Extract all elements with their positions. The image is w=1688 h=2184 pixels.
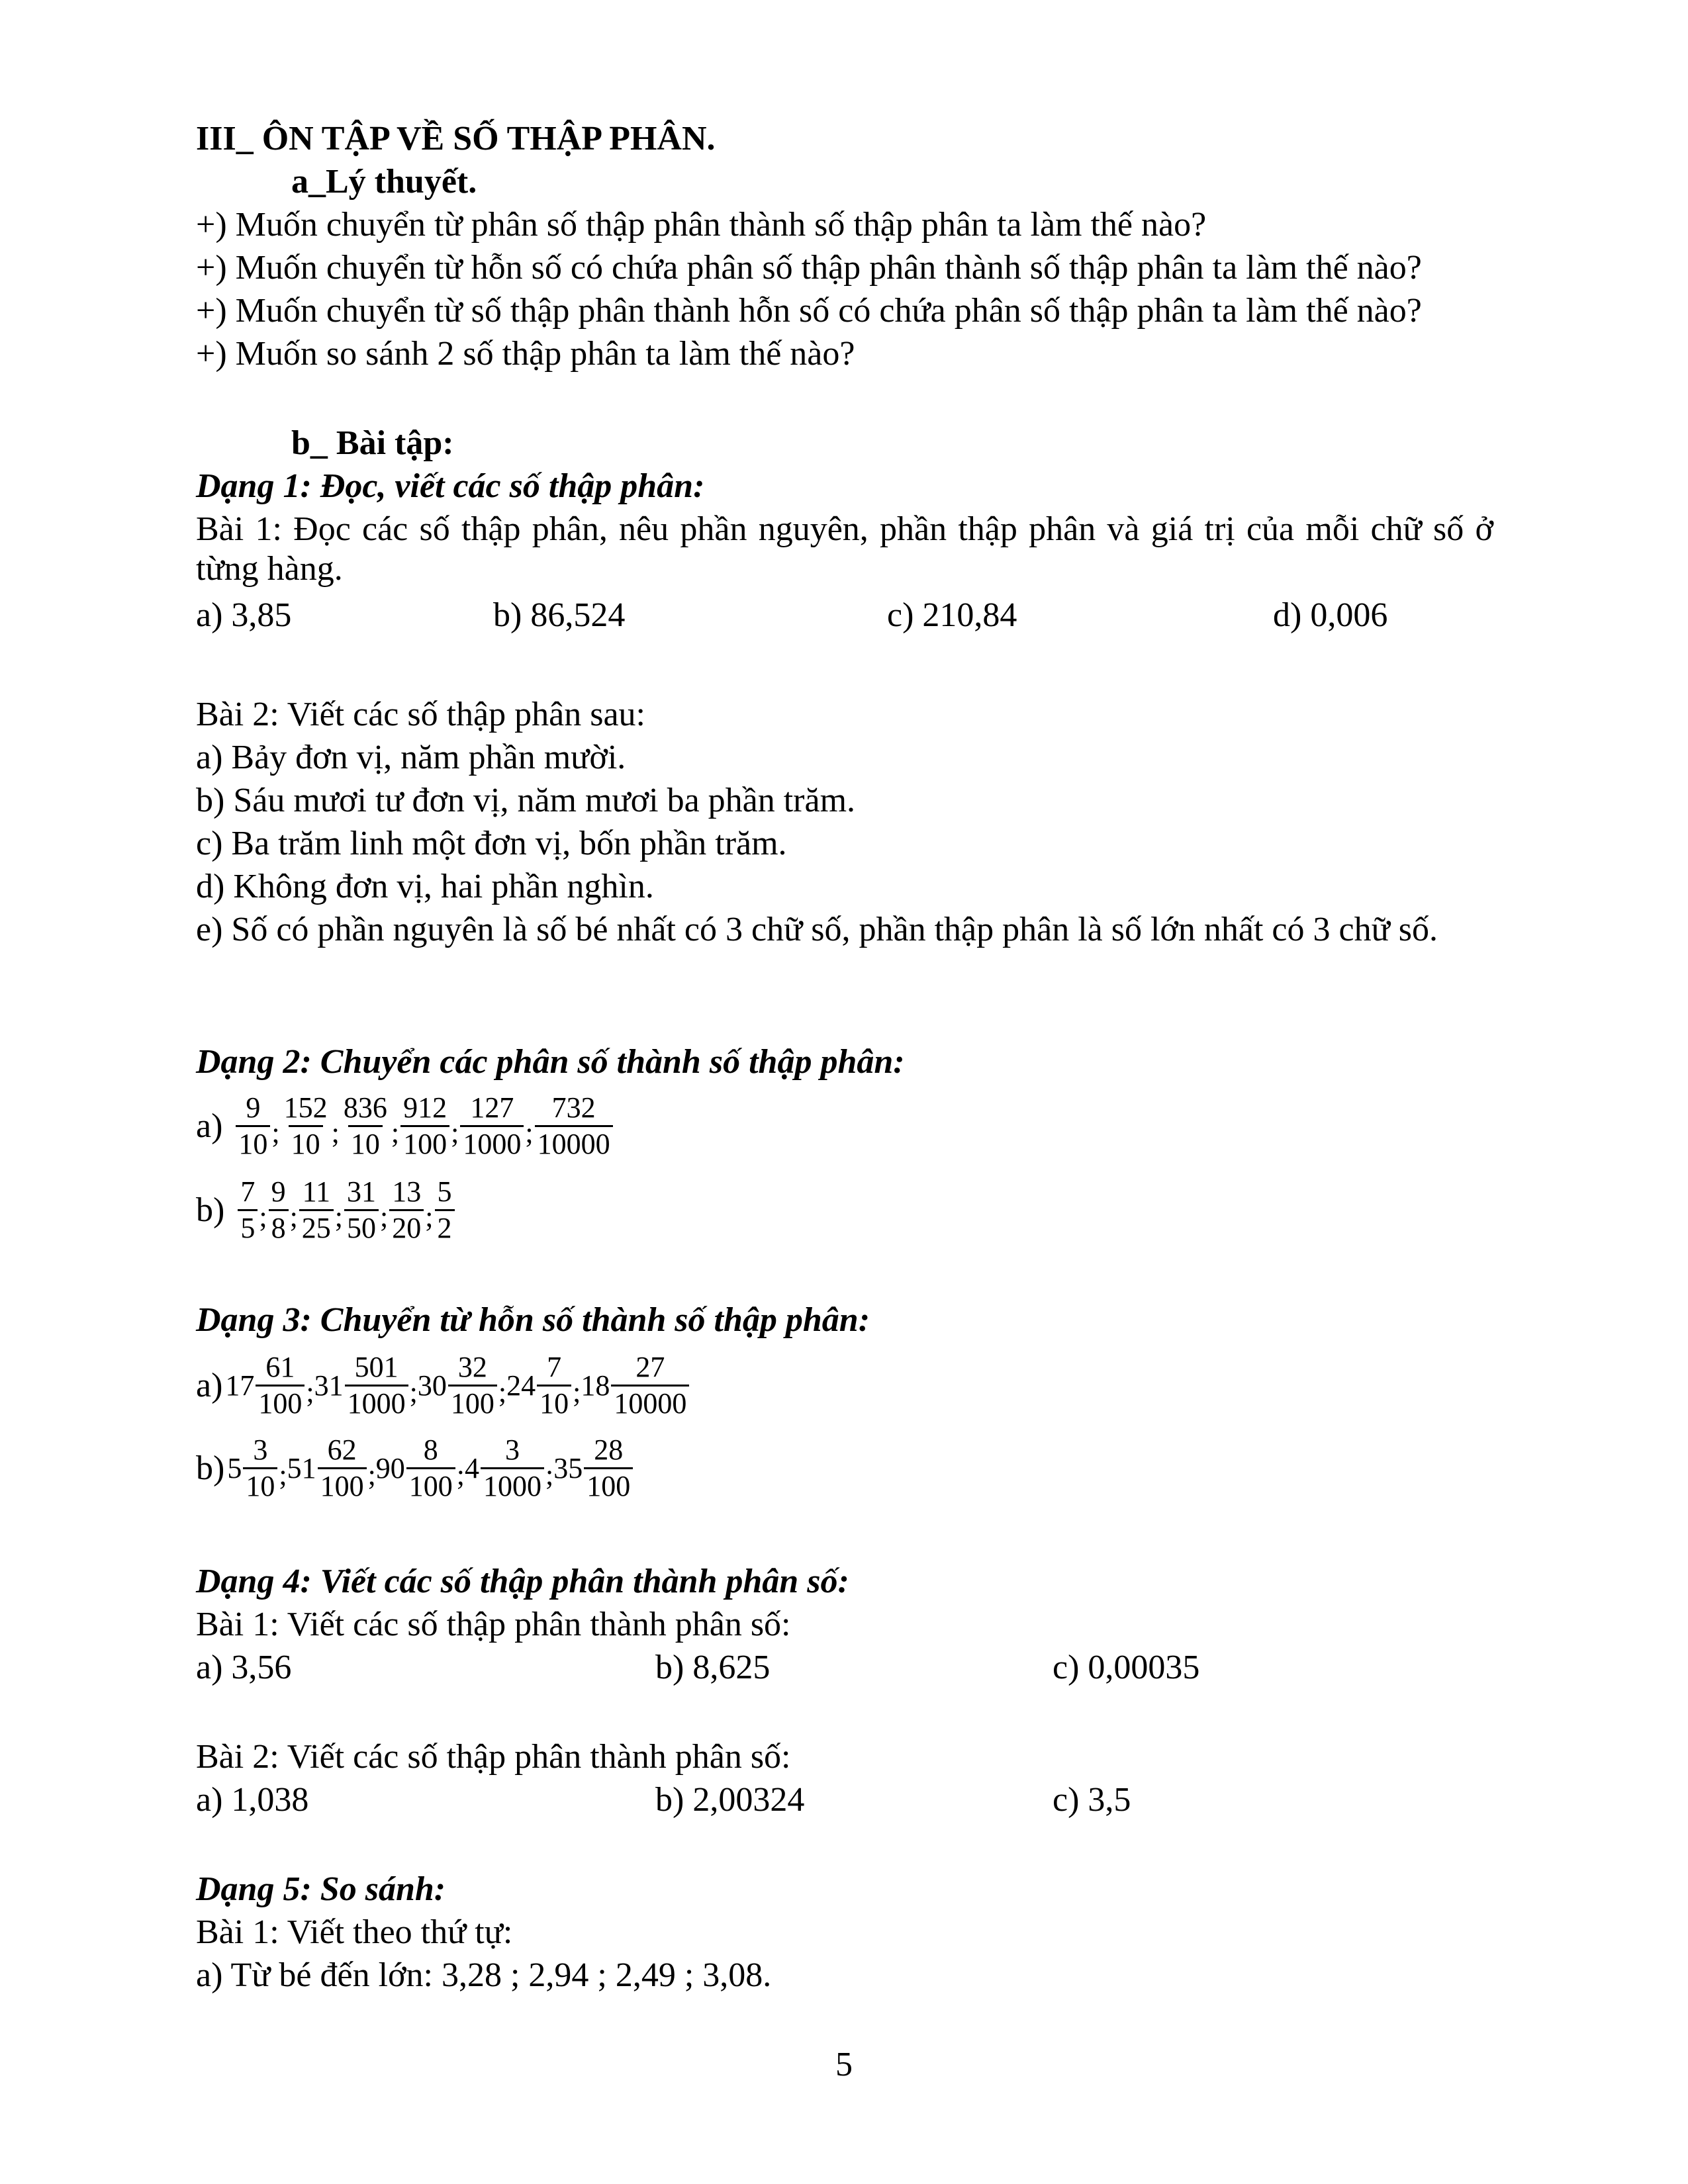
theory-question: +) Muốn chuyển từ số thập phân thành hỗn số có chứa phân số thập phân ta làm thế nào?	[196, 292, 1422, 330]
separator: ;	[525, 1116, 534, 1149]
fraction	[318, 1433, 367, 1504]
denominator: 10000	[535, 1125, 613, 1161]
dang3-title: Dạng 3: Chuyển từ hỗn số thành số thập phân:	[196, 1301, 870, 1339]
numerator: 31	[347, 1175, 377, 1208]
fraction	[535, 1091, 613, 1161]
fraction	[460, 1091, 524, 1161]
mixed-whole: 17	[225, 1369, 255, 1402]
fraction	[481, 1433, 544, 1504]
numerator: 5	[437, 1175, 452, 1208]
numerator: 3	[505, 1433, 520, 1466]
dang2-row-a	[196, 1091, 614, 1161]
dang4-title: Dạng 4: Viết các số thập phân thành phân số:	[196, 1563, 849, 1600]
numerator: 9	[271, 1175, 286, 1208]
fraction	[345, 1350, 408, 1421]
separator: ;	[456, 1459, 465, 1491]
dang1-bai1-item: c) 210,84	[887, 596, 1017, 634]
separator: ;	[451, 1116, 459, 1149]
denominator: 10	[348, 1125, 383, 1161]
row-label: b)	[196, 1449, 225, 1487]
denominator: 5	[238, 1209, 258, 1246]
dang2-title: Dạng 2: Chuyển các phân số thành số thập phân:	[196, 1043, 905, 1081]
numerator: 3	[253, 1433, 268, 1466]
numerator: 7	[240, 1175, 256, 1208]
numerator: 152	[283, 1091, 328, 1124]
row-label: a)	[196, 1107, 223, 1145]
theory-question: +) Muốn so sánh 2 số thập phân ta làm thế nào?	[196, 335, 855, 373]
denominator: 50	[344, 1209, 379, 1246]
dang4-bai2-text: Bài 2: Viết các số thập phân thành phân số:	[196, 1738, 791, 1776]
numerator: 11	[302, 1175, 330, 1208]
denominator: 8	[269, 1209, 289, 1246]
numerator: 9	[246, 1091, 261, 1124]
fraction	[344, 1175, 379, 1246]
dang4-bai2-item: a) 1,038	[196, 1781, 309, 1819]
separator: ;	[409, 1376, 418, 1408]
numerator: 27	[635, 1351, 665, 1383]
dang1-bai2-item: d) Không đơn vị, hai phần nghìn.	[196, 868, 654, 905]
numerator: 61	[265, 1351, 295, 1383]
denominator: 10	[537, 1385, 571, 1421]
numerator: 7	[547, 1351, 562, 1383]
fraction	[269, 1175, 289, 1246]
fraction	[238, 1175, 258, 1246]
denominator: 20	[389, 1209, 424, 1246]
dang5-title: Dạng 5: So sánh:	[196, 1870, 446, 1908]
separator: ;	[279, 1459, 287, 1491]
numerator: 62	[327, 1433, 357, 1466]
fraction	[400, 1091, 449, 1161]
section-title: III_ ÔN TẬP VỀ SỐ THẬP PHÂN.	[196, 120, 716, 158]
fraction	[448, 1350, 497, 1421]
exercises-heading: b_ Bài tập:	[291, 424, 454, 462]
dang4-bai1-item: b) 8,625	[655, 1649, 771, 1686]
theory-question: +) Muốn chuyển từ phân số thập phân thành số thập phân ta làm thế nào?	[196, 206, 1207, 244]
page-number: 5	[835, 2046, 853, 2083]
separator: ;	[271, 1116, 280, 1149]
numerator: 8	[423, 1433, 438, 1466]
dang1-bai1-item: b) 86,524	[493, 596, 626, 634]
denominator: 10	[236, 1125, 270, 1161]
separator: ;	[380, 1201, 389, 1233]
dang1-bai1-text: Bài 1: Đọc các số thập phân, nêu phần nguyên, phần thập phân và giá trị của mỗi chữ số ở từng hàng.	[196, 510, 1493, 588]
dang4-bai2-item: c) 3,5	[1053, 1781, 1131, 1819]
mixed-whole: 4	[465, 1452, 480, 1484]
row-label: b)	[196, 1191, 225, 1229]
denominator: 10	[243, 1467, 277, 1504]
separator: ;	[367, 1459, 376, 1491]
numerator: 127	[470, 1091, 514, 1124]
theory-question: +) Muốn chuyển từ hỗn số có chứa phân số thập phân thành số thập phân ta làm thế nào?	[196, 249, 1422, 287]
fraction	[435, 1175, 455, 1246]
denominator: 1000	[481, 1467, 544, 1504]
dang1-title: Dạng 1: Đọc, viết các số thập phân:	[196, 467, 705, 505]
denominator: 1000	[460, 1125, 524, 1161]
dang4-bai2-item: b) 2,00324	[655, 1781, 805, 1819]
fraction	[236, 1091, 270, 1161]
fraction	[537, 1350, 571, 1421]
mixed-whole: 18	[581, 1369, 610, 1402]
denominator: 100	[406, 1467, 455, 1504]
dang2-row-b	[196, 1175, 456, 1246]
denominator: 10000	[611, 1385, 689, 1421]
fraction	[281, 1091, 330, 1161]
separator: ;	[334, 1201, 344, 1233]
fraction	[584, 1433, 633, 1504]
denominator: 100	[584, 1467, 633, 1504]
separator: ;	[289, 1201, 298, 1233]
denominator: 100	[400, 1125, 449, 1161]
mixed-whole: 30	[417, 1369, 447, 1402]
dang5-bai1-item: a) Từ bé đến lớn: 3,28 ; 2,94 ; 2,49 ; 3,08.	[196, 1956, 772, 1994]
separator: ;	[425, 1201, 434, 1233]
separator: ;	[545, 1459, 554, 1491]
dang1-bai2-item: b) Sáu mươi tư đơn vị, năm mươi ba phần trăm.	[196, 782, 856, 819]
denominator: 100	[448, 1385, 497, 1421]
dang1-bai1-item: a) 3,85	[196, 596, 292, 634]
mixed-whole: 24	[506, 1369, 536, 1402]
dang4-bai1-text: Bài 1: Viết các số thập phân thành phân số:	[196, 1606, 791, 1643]
separator: ;	[498, 1376, 507, 1408]
mixed-whole: 5	[227, 1452, 242, 1484]
mixed-whole: 90	[375, 1452, 405, 1484]
mixed-whole: 31	[314, 1369, 344, 1402]
separator: ;	[573, 1376, 581, 1408]
dang1-bai2-text: Bài 2: Viết các số thập phân sau:	[196, 696, 645, 733]
fraction	[406, 1433, 455, 1504]
theory-heading: a_Lý thuyết.	[291, 163, 477, 201]
dang4-bai1-item: a) 3,56	[196, 1649, 292, 1686]
dang4-bai1-item: c) 0,00035	[1053, 1649, 1200, 1686]
fraction	[389, 1175, 424, 1246]
dang1-bai2-item: a) Bảy đơn vị, năm phần mười.	[196, 739, 626, 776]
numerator: 32	[457, 1351, 487, 1383]
dang1-bai2-item: e) Số có phần nguyên là số bé nhất có 3 chữ số, phần thập phân là số lớn nhất có 3 chữ số.	[196, 911, 1438, 948]
denominator: 2	[435, 1209, 455, 1246]
row-label: a)	[196, 1367, 223, 1404]
denominator: 100	[256, 1385, 305, 1421]
denominator: 1000	[345, 1385, 408, 1421]
numerator: 836	[343, 1091, 387, 1124]
fraction	[299, 1175, 334, 1246]
fraction	[256, 1350, 305, 1421]
dang1-bai1-item: d) 0,006	[1273, 596, 1388, 634]
mixed-whole: 35	[553, 1452, 583, 1484]
numerator: 28	[594, 1433, 624, 1466]
separator: ;	[391, 1116, 400, 1149]
dang5-bai1-text: Bài 1: Viết theo thứ tự:	[196, 1913, 513, 1951]
separator: ;	[331, 1116, 340, 1149]
separator: ;	[259, 1201, 267, 1233]
dang3-row-b	[196, 1433, 634, 1504]
dang3-row-a	[196, 1350, 690, 1421]
numerator: 912	[403, 1091, 447, 1124]
mixed-whole: 51	[287, 1452, 316, 1484]
fraction	[341, 1091, 390, 1161]
denominator: 25	[299, 1209, 334, 1246]
numerator: 732	[551, 1091, 596, 1124]
fraction	[243, 1433, 277, 1504]
fraction	[611, 1350, 689, 1421]
dang1-bai2-item: c) Ba trăm linh một đơn vị, bốn phần trăm.	[196, 825, 787, 862]
numerator: 501	[354, 1351, 399, 1383]
separator: ;	[306, 1376, 314, 1408]
denominator: 10	[289, 1125, 323, 1161]
numerator: 13	[392, 1175, 422, 1208]
denominator: 100	[318, 1467, 367, 1504]
